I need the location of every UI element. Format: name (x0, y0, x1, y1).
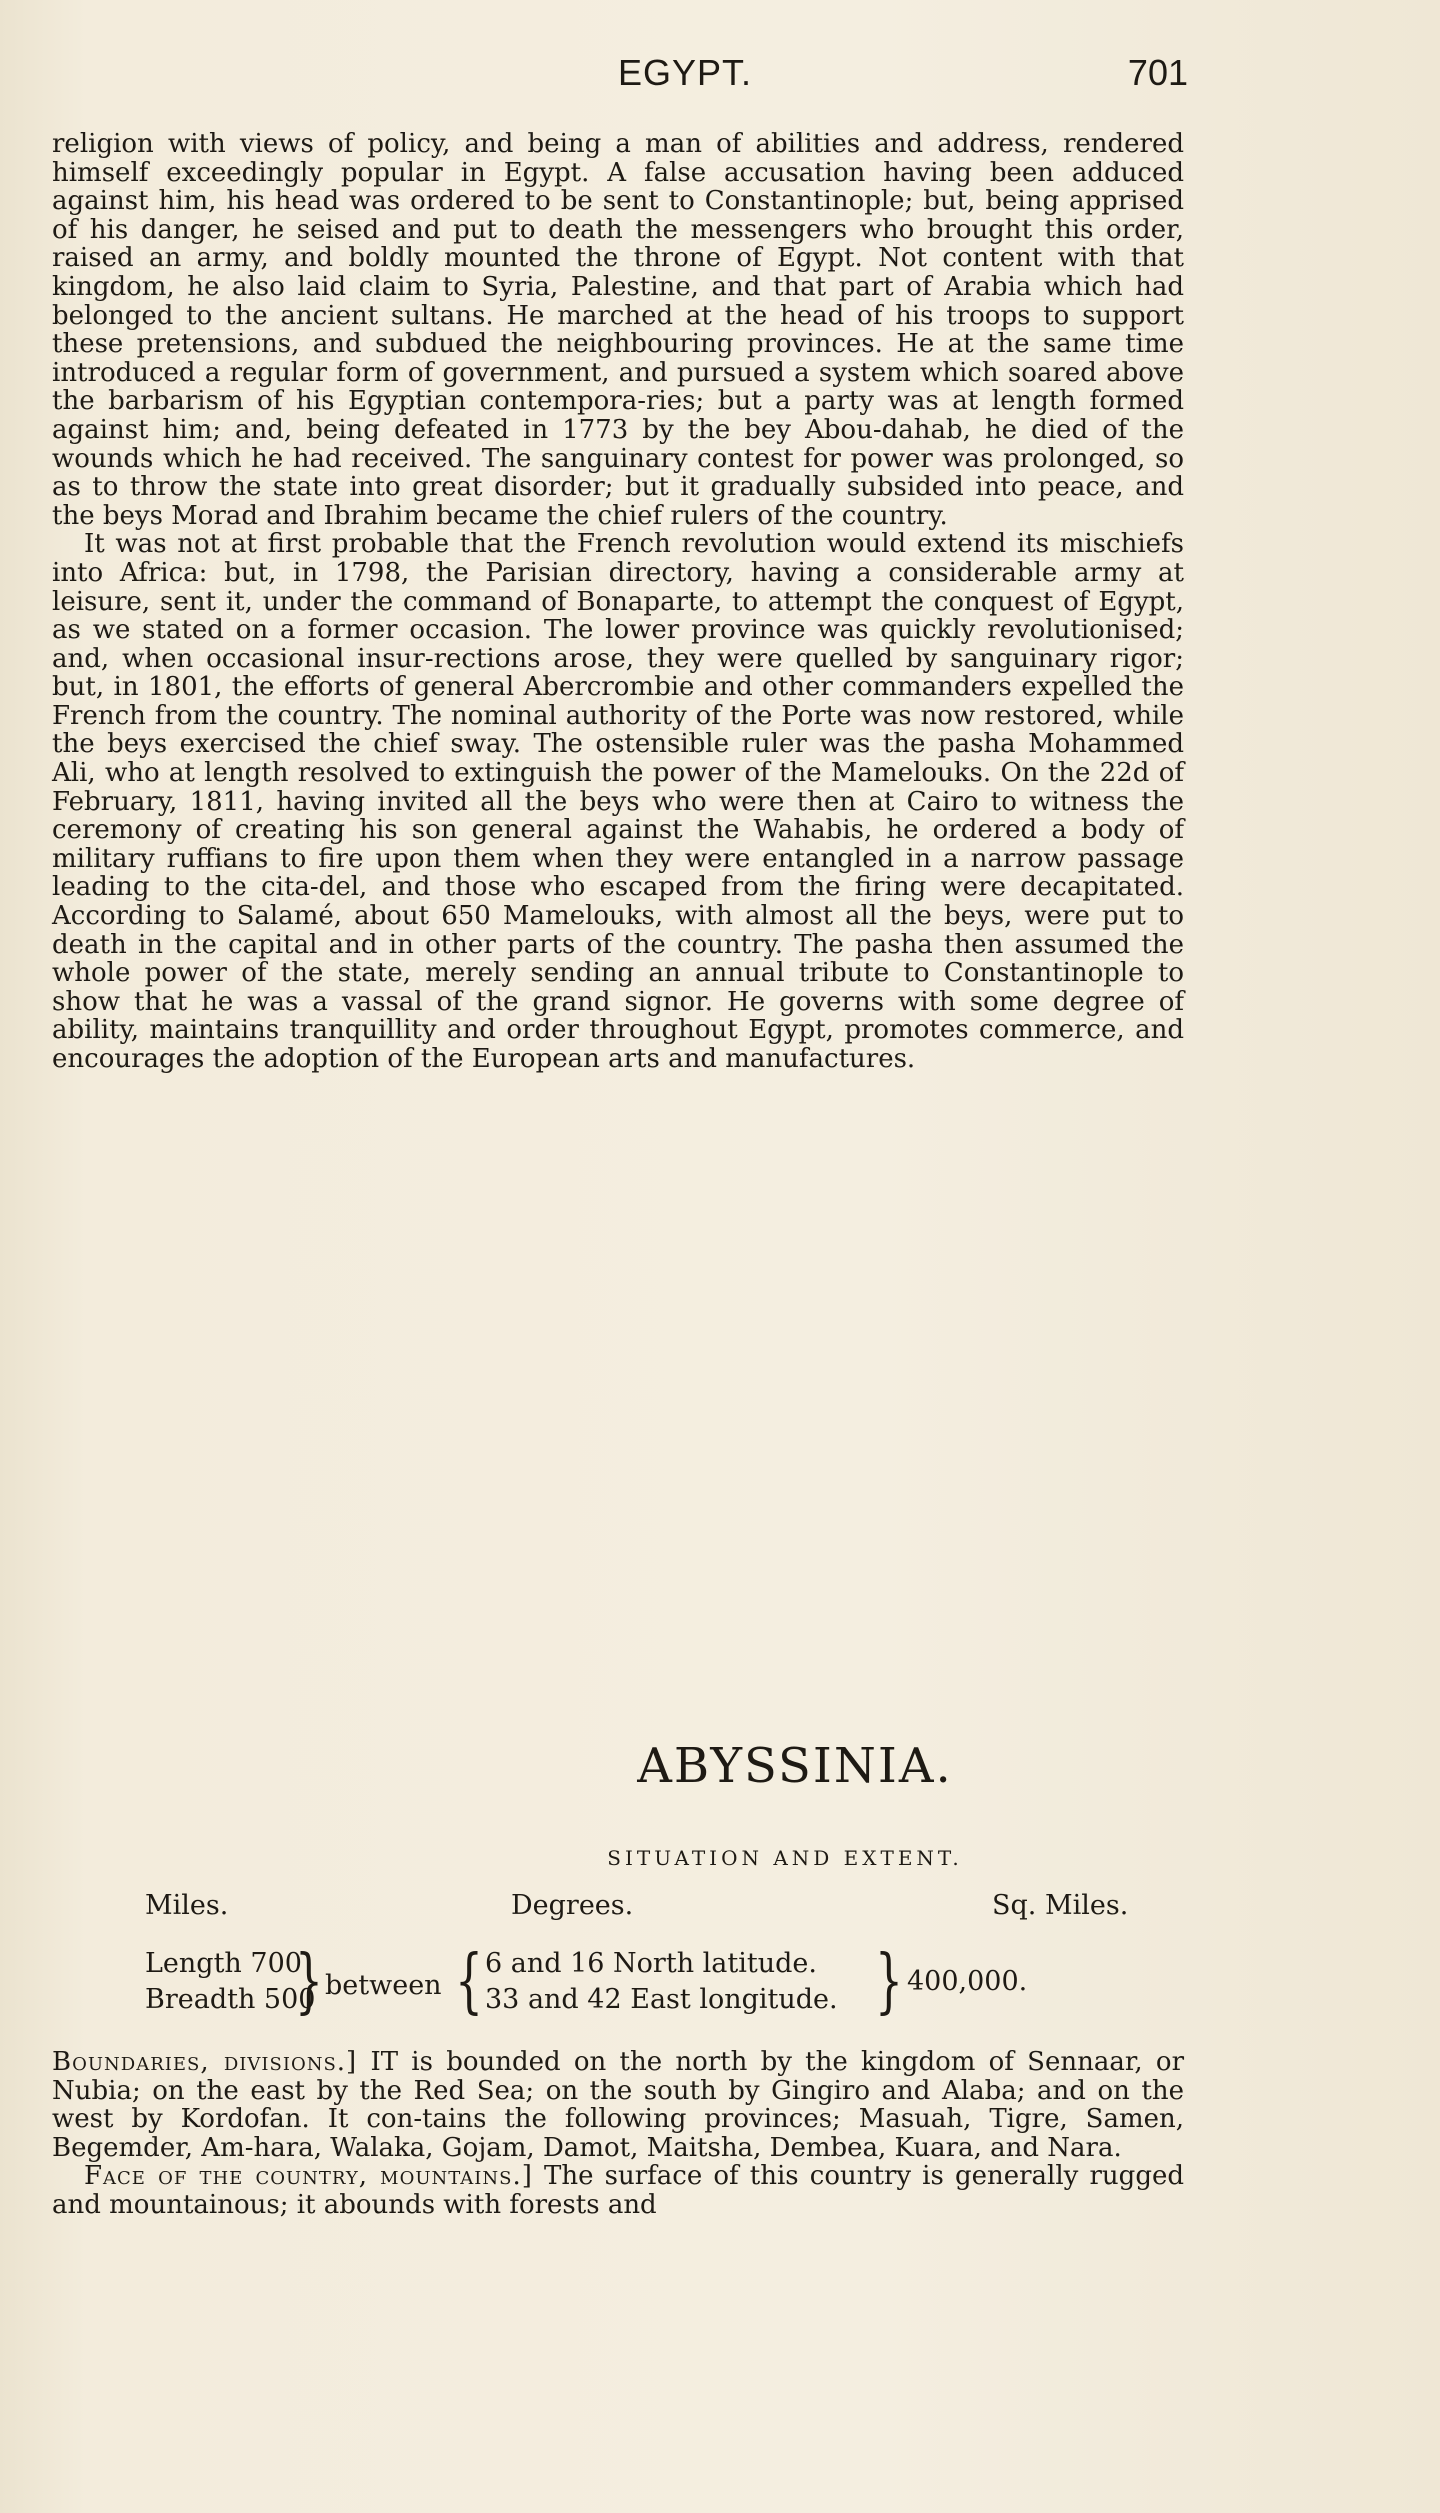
boundaries-leadin: Boundaries, divisions.] (52, 2047, 358, 2077)
between-word: between (325, 1970, 442, 2001)
face-text: The surface of this country is generally rugged and mountainous; it abounds with forests and (52, 2161, 1184, 2220)
brace-icon: { (455, 1940, 483, 2022)
brace-icon: } (875, 1940, 903, 2022)
length-label: Length 700 (145, 1948, 302, 1979)
page-number: 701 (1127, 52, 1188, 93)
area-value: 400,000. (907, 1966, 1028, 1997)
abyssinia-text-block (52, 2048, 1184, 2220)
latitude-range: 6 and 16 North latitude. (485, 1948, 817, 1979)
running-head: EGYPT. (617, 52, 753, 93)
face-leadin: Face of the country, mountains.] (84, 2161, 533, 2192)
egypt-text-block (52, 130, 1184, 1074)
egypt-paragraph-1: religion with views of policy, and being a man of abilities and address, rendered himself exceedingly popular in Egypt. A false accusation having been adduced against him, his head was ordered to be sent to Constantinople; but, being apprised of his danger, he seised and put to death the messengers who brought this order, raised an army, and boldly mounted the throne of Egypt. Not content with that kingdom, he also laid claim to Syria, Palestine, and that part of Arabia which had belonged to the ancient sultans. He marched at the head of his troops to support these pretensions, and subdued the neighbouring provinces. He at the same time introduced a regular form of government, and pursued a system which soared above the barbarism of his Egyptian contempora-ries; but a party was at length formed against him; and, being defeated in 1773 by the bey Abou-dahab, he died of the wounds which he had received. The sanguinary contest for power was prolonged, so as to throw the state into great disorder; but it gradually subsided into peace, and the beys Morad and Ibrahim became the chief rulers of the country. (52, 129, 1184, 531)
section-title-abyssinia: ABYSSINIA. (637, 1738, 953, 1794)
column-header-degrees: Degrees. (511, 1890, 634, 1921)
column-header-miles: Miles. (145, 1890, 229, 1921)
extent-table (145, 1890, 1185, 2050)
page-header (0, 52, 1440, 112)
subheading-situation: SITUATION AND EXTENT. (607, 1846, 963, 1870)
brace-icon: } (295, 1940, 323, 2022)
boundaries-paragraph (52, 2048, 1184, 2162)
breadth-label: Breadth 500 (145, 1984, 316, 2015)
face-paragraph (52, 2162, 1184, 2219)
column-header-sq-miles: Sq. Miles. (992, 1890, 1129, 1921)
boundaries-text: IT is bounded on the north by the kingdom of Sennaar, or Nubia; on the east by the Red Sea; on the south by Gingiro and Alaba; and on the west by Kordofan. It con-tains the following provinces; Masuah, Tigre, Samen, Begemder, Am-hara, Walaka, Gojam, Damot, Maitsha, Dembea, Kuara, and Nara. (52, 2047, 1185, 2163)
longitude-range: 33 and 42 East longitude. (485, 1984, 838, 2015)
egypt-paragraph-2: It was not at first probable that the French revolution would extend its mischiefs into Africa: but, in 1798, the Parisian directory, having a considerable army at leisure, sent it, under the command of Bonaparte, to attempt the conquest of Egypt, as we stated on a former occasion. The lower province was quickly revolutionised; and, when occasional insur-rections arose, they were quelled by sanguinary rigor; but, in 1801, the efforts of general Abercrombie and other commanders expelled the French from the country. The nominal authority of the Porte was now restored, while the beys exercised the chief sway. The ostensible ruler was the pasha Mohammed Ali, who at length resolved to extinguish the power of the Mamelouks. On the 22d of February, 1811, having invited all the beys who were then at Cairo to witness the ceremony of creating his son general against the Wahabis, he ordered a body of military ruffians to fire upon them when they were entangled in a narrow passage leading to the cita-del, and those who escaped from the firing were decapitated. According to Salamé, about 650 Mamelouks, with almost all the beys, were put to death in the capital and in other parts of the country. The pasha then assumed the whole power of the state, merely sending an annual tribute to Constantinople to show that he was a vassal of the grand signor. He governs with some degree of ability, maintains tranquillity and order throughout Egypt, promotes commerce, and encourages the adoption of the European arts and manufactures. (52, 529, 1184, 1074)
